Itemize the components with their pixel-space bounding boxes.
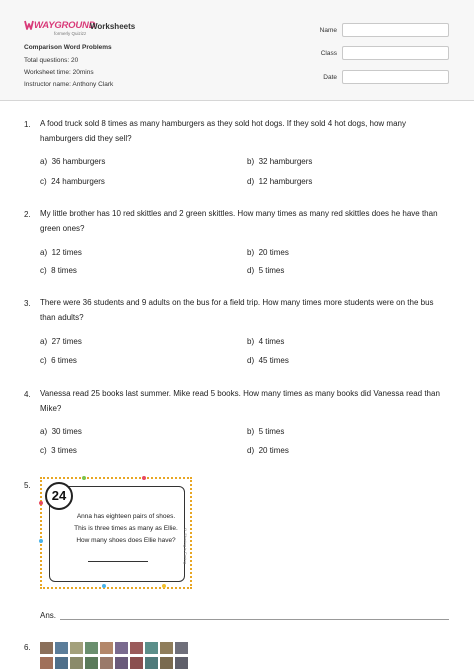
option-text: 12 times: [51, 248, 82, 257]
photo-thumbnail: [70, 657, 83, 669]
option-text: 30 times: [51, 427, 82, 436]
answer-line[interactable]: [60, 619, 449, 620]
option-c[interactable]: [40, 177, 105, 186]
option-a[interactable]: [40, 427, 82, 436]
question-number: 4.: [24, 390, 31, 399]
wayground-logo-icon: [24, 20, 34, 30]
brand-name: WAYGROUND: [34, 20, 96, 31]
option-text: 3 times: [51, 446, 77, 455]
name-label: Name: [319, 27, 337, 34]
question-number: 2.: [24, 210, 31, 219]
confetti-dot: [142, 476, 146, 480]
photo-thumbnail: [145, 657, 158, 669]
option-text: 20 times: [258, 446, 289, 455]
confetti-dot: [102, 584, 106, 588]
task-card-side-credit: © Sharing is Caring: [183, 527, 188, 564]
photo-thumbnail: [175, 657, 188, 669]
photo-thumbnail: [85, 657, 98, 669]
photo-thumbnail: [145, 642, 158, 654]
option-letter: a): [40, 337, 48, 346]
option-text: 20 times: [258, 248, 289, 257]
photo-thumbnail: [160, 657, 173, 669]
option-letter: a): [40, 427, 48, 436]
option-letter: d): [247, 356, 255, 365]
option-letter: c): [40, 266, 47, 275]
photo-collage-image: [40, 641, 192, 670]
option-b[interactable]: [247, 337, 284, 346]
photo-thumbnail: [130, 642, 143, 654]
total-questions: Total questions: 20: [24, 57, 79, 64]
confetti-dot: [82, 476, 86, 480]
option-text: 45 times: [258, 356, 289, 365]
question-number: 6.: [24, 643, 31, 652]
photo-thumbnail: [40, 657, 53, 669]
worksheet-title: Comparison Word Problems: [24, 44, 112, 51]
option-text: 27 times: [51, 337, 82, 346]
question-line: than adults?: [40, 313, 84, 322]
class-field[interactable]: [342, 46, 449, 60]
option-letter: d): [247, 177, 255, 186]
question-line: There were 36 students and 9 adults on the bus for a field trip. How many times more students were on the bus: [40, 298, 434, 307]
option-text: 5 times: [258, 266, 285, 275]
option-text: 32 hamburgers: [258, 157, 313, 166]
class-label: Class: [320, 50, 337, 57]
photo-thumbnail: [130, 657, 143, 669]
option-letter: d): [247, 266, 255, 275]
question-number: 1.: [24, 120, 31, 129]
name-field[interactable]: [342, 23, 449, 37]
option-letter: c): [40, 356, 47, 365]
question-number: 3.: [24, 299, 31, 308]
task-card-number-badge: 24: [45, 482, 73, 510]
question-text: [40, 386, 450, 416]
question-text: [40, 295, 450, 325]
option-d[interactable]: [247, 266, 284, 275]
question-line: hamburgers did they sell?: [40, 134, 132, 143]
option-d[interactable]: [247, 356, 289, 365]
option-text: 6 times: [51, 356, 77, 365]
worksheets-label: Worksheets: [90, 22, 136, 31]
photo-thumbnail: [115, 657, 128, 669]
option-letter: c): [40, 446, 47, 455]
question-text: [40, 116, 450, 146]
option-a[interactable]: [40, 248, 82, 257]
option-d[interactable]: [247, 446, 289, 455]
option-letter: d): [247, 446, 255, 455]
option-c[interactable]: [40, 356, 77, 365]
question-line: green ones?: [40, 224, 85, 233]
option-c[interactable]: [40, 446, 77, 455]
instructor-name: Instructor name: Anthony Clark: [24, 81, 114, 88]
worksheet-header: [0, 0, 474, 101]
option-d[interactable]: [247, 177, 312, 186]
option-b[interactable]: [247, 427, 284, 436]
option-letter: b): [247, 427, 255, 436]
option-letter: b): [247, 337, 255, 346]
option-letter: b): [247, 157, 255, 166]
option-letter: b): [247, 248, 255, 257]
option-b[interactable]: [247, 248, 289, 257]
photo-thumbnail: [70, 642, 83, 654]
option-letter: a): [40, 248, 48, 257]
option-text: 5 times: [258, 427, 285, 436]
question-text: [40, 206, 450, 236]
option-b[interactable]: [247, 157, 312, 166]
option-a[interactable]: [40, 337, 82, 346]
photo-thumbnail: [100, 657, 113, 669]
question-line: Vanessa read 25 books last summer. Mike read 5 books. How many times as many books did Vanessa read than: [40, 389, 440, 398]
task-card-line: This is three times as many as Ellie.: [74, 525, 178, 532]
photo-thumbnail: [40, 642, 53, 654]
task-card-answer-line: [88, 561, 148, 562]
worksheet-time: Worksheet time: 20mins: [24, 69, 94, 76]
option-letter: a): [40, 157, 48, 166]
task-card-line: How many shoes does Ellie have?: [76, 537, 176, 544]
brand-subtitle: formerly Quizizz: [54, 31, 87, 36]
question-line: My little brother has 10 red skittles and 2 green skittles. How many times as many red skittles does he have than: [40, 209, 438, 218]
photo-thumbnail: [55, 657, 68, 669]
confetti-dot: [162, 584, 166, 588]
question-number: 5.: [24, 481, 31, 490]
question-line: Mike?: [40, 404, 62, 413]
option-text: 36 hamburgers: [51, 157, 106, 166]
photo-thumbnail: [55, 642, 68, 654]
photo-thumbnail: [85, 642, 98, 654]
task-card-line: Anna has eighteen pairs of shoes.: [76, 513, 176, 520]
photo-thumbnail: [175, 642, 188, 654]
question-line: A food truck sold 8 times as many hamburgers as they sold hot dogs. If they sold 4 hot dogs, how many: [40, 119, 406, 128]
option-text: 12 hamburgers: [258, 177, 313, 186]
confetti-dot: [39, 539, 43, 543]
task-card-image: [40, 477, 192, 589]
answer-label: Ans.: [40, 611, 57, 620]
confetti-dot: [39, 501, 43, 505]
photo-thumbnail: [160, 642, 173, 654]
option-letter: c): [40, 177, 47, 186]
option-text: 4 times: [258, 337, 285, 346]
option-text: 24 hamburgers: [51, 177, 105, 186]
date-field[interactable]: [342, 70, 449, 84]
option-c[interactable]: [40, 266, 77, 275]
photo-thumbnail: [100, 642, 113, 654]
photo-thumbnail: [115, 642, 128, 654]
option-text: 8 times: [51, 266, 77, 275]
option-a[interactable]: [40, 157, 105, 166]
date-label: Date: [323, 74, 337, 81]
